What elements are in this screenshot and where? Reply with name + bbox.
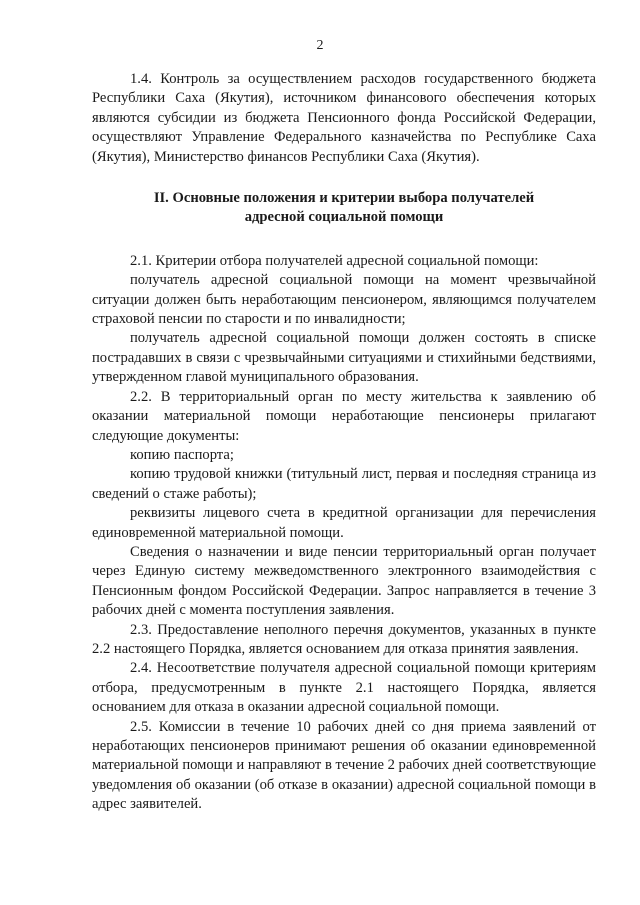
paragraph-2-4: 2.4. Несоответствие получателя адресной социальной помощи критериям отбора, предусмотренным в пункте 2.1 настоящего Порядка, является основанием для отказа в оказании адресной социальной помощи. bbox=[92, 660, 596, 716]
criterion-item-2: получатель адресной социальной помощи должен состоять в списке пострадавших в связи с чрезвычайными ситуациями и стихийными бедствиями, утвержденном главой муниципального образования. bbox=[92, 330, 596, 386]
document-body bbox=[92, 70, 596, 815]
section-heading-line-1: II. Основные положения и критерии выбора получателей bbox=[153, 190, 535, 207]
document-item-bank-details: реквизиты лицевого счета в кредитной организации для перечисления единовременной материальной помощи. bbox=[92, 505, 596, 541]
paragraph-2-3: 2.3. Предоставление неполного перечня документов, указанных в пункте 2.2 настоящего Порядка, является основанием для отказа принятия заявления. bbox=[92, 621, 596, 657]
section-heading-line-2: адресной социальной помощи bbox=[244, 209, 444, 226]
paragraph-1-4: 1.4. Контроль за осуществлением расходов государственного бюджета Республики Саха (Якутия), источником финансового обеспечения которых являются субсидии из бюджета Пенсионного фонда Российской Федерации, осуществляют Управление Федерального казначейства по Республике Саха (Якутия), Министерство финансов Республики Саха (Якутия). bbox=[92, 71, 596, 165]
paragraph-2-2: 2.2. В территориальный орган по месту жительства к заявлению об оказании материальной помощи неработающие пенсионеры прилагают следующие документы: bbox=[92, 388, 596, 444]
page-number: 2 bbox=[316, 38, 324, 53]
paragraph-2-5: 2.5. Комиссии в течение 10 рабочих дней со дня приема заявлений от неработающих пенсионеров принимают решения об оказании единовременной материальной помощи и направляют в течение 2 рабочих дней соответствующие уведомления об оказании (об отказе в оказании) адресной социальной помощи в адрес заявителей. bbox=[92, 718, 596, 813]
document-item-passport: копию паспорта; bbox=[130, 446, 234, 463]
criterion-item-1: получатель адресной социальной помощи на момент чрезвычайной ситуации должен быть неработающим пенсионером, являющимся получателем страховой пенсии по старости и по инвалидности; bbox=[92, 272, 596, 328]
paragraph-2-1: 2.1. Критерии отбора получателей адресной социальной помощи: bbox=[130, 252, 539, 269]
paragraph-pension-info: Сведения о назначении и виде пенсии территориальный орган получает через Единую систему межведомственного электронного взаимодействия с Пенсионным фондом Российской Федерации. Запрос направляется в течение 3 рабочих дней с момента поступления заявления. bbox=[92, 543, 596, 619]
document-item-work-book: копию трудовой книжки (титульный лист, первая и последняя страница из сведений о стаже работы); bbox=[92, 466, 596, 502]
section-heading bbox=[92, 189, 596, 228]
